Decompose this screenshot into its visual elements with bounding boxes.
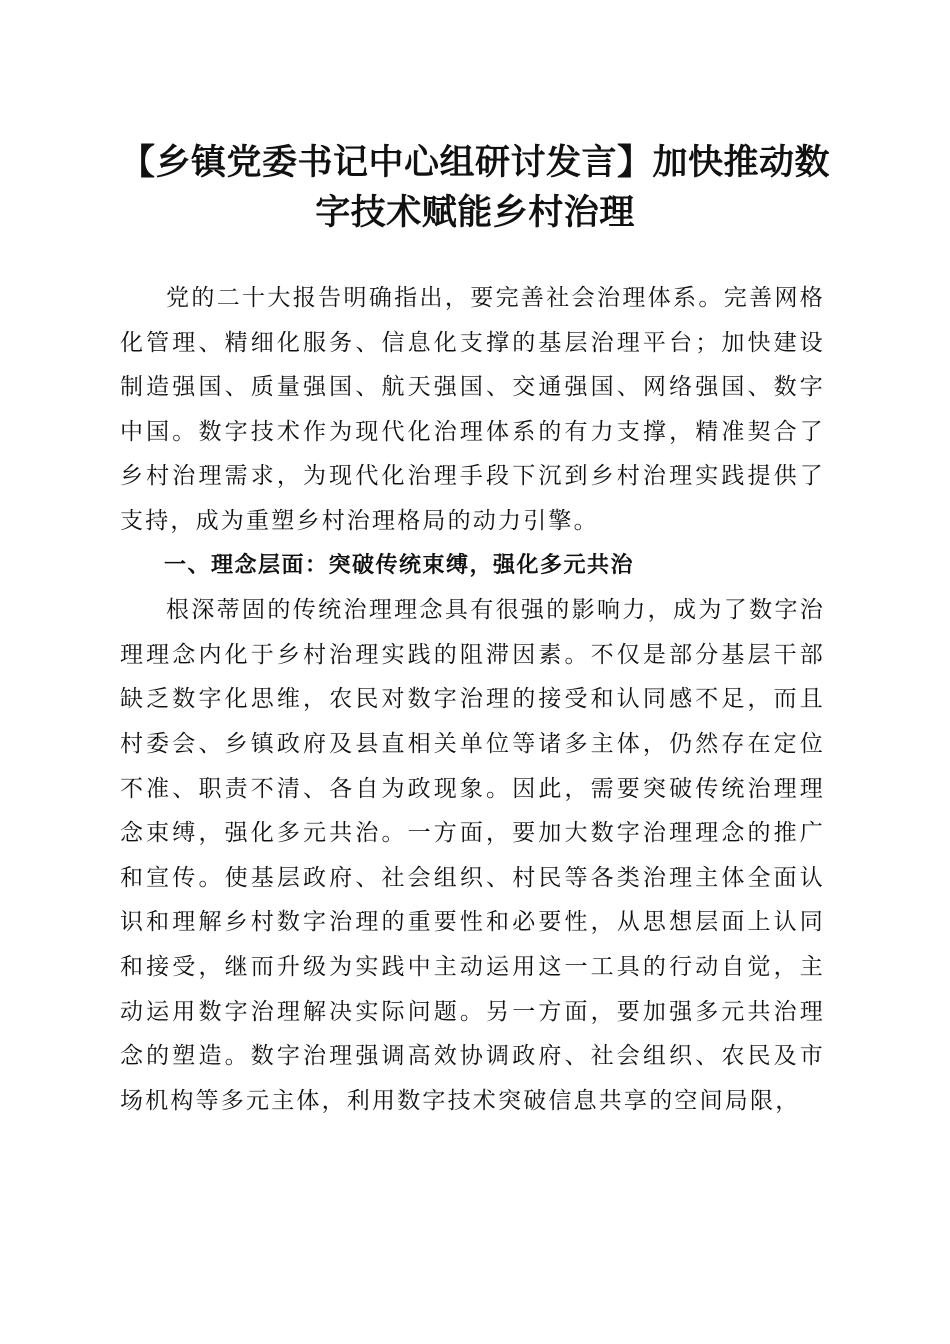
intro-paragraph: 党的二十大报告明确指出，要完善社会治理体系。完善网格化管理、精细化服务、信息化支撑的基层治理平台；加快建设制造强国、质量强国、航天强国、交通强国、网络强国、数字中国。数字技术作为现代化治理体系的有力支撑，精准契合了乡村治理需求，为现代化治理手段下沉到乡村治理实践提供了支持，成为重塑乡村治理格局的动力引擎。 — [120, 285, 825, 534]
document-body — [120, 276, 825, 1123]
section-paragraph-1: 根深蒂固的传统治理理念具有很强的影响力，成为了数字治理理念内化于乡村治理实践的阻滞因素。不仅是部分基层干部缺乏数字化思维，农民对数字治理的接受和认同感不足，而且村委会、乡镇政府及县直相关单位等诸多主体，仍然存在定位不准、职责不清、各自为政现象。因此，需要突破传统治理理念束缚，强化多元共治。一方面，要加大数字治理理念的推广和宣传。使基层政府、社会组织、村民等各类治理主体全面认识和理解乡村数字治理的重要性和必要性，从思想层面上认同和接受，继而升级为实践中主动运用这一工具的行动自觉，主动运用数字治理解决实际问题。另一方面，要加强多元共治理念的塑造。数字治理强调高效协调政府、社会组织、农民及市场机构等多元主体，利用数字技术突破信息共享的空间局限， — [120, 597, 825, 1114]
section-heading-1: 一、理念层面：突破传统束缚，强化多元共治 — [164, 552, 635, 578]
document-title: 【乡镇党委书记中心组研讨发言】加快推动数字技术赋能乡村治理 — [119, 142, 830, 233]
